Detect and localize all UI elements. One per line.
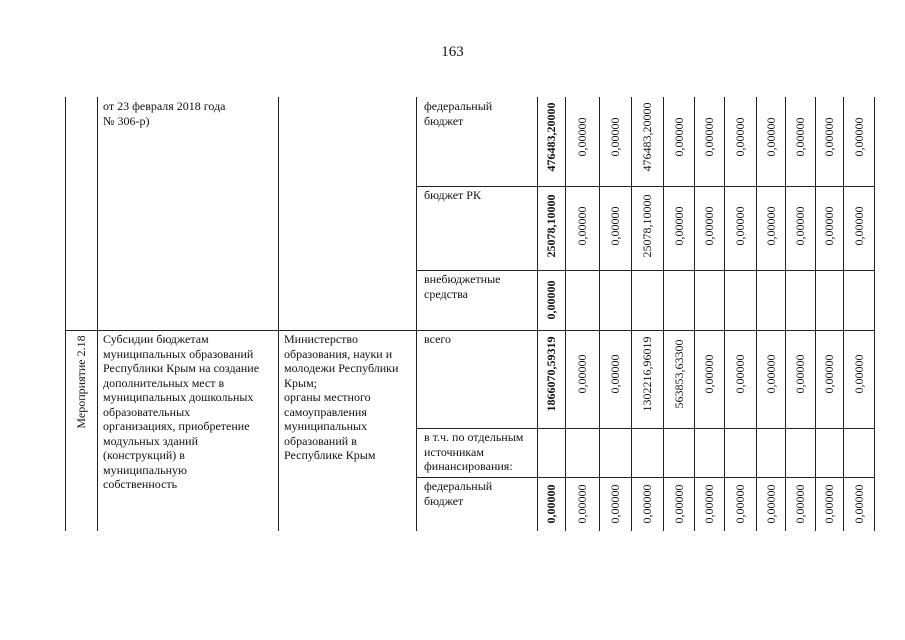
value-cell: 476483,20000 — [544, 102, 558, 172]
value-cell: 0,00000 — [851, 117, 866, 157]
funding-source-label: в т.ч. по отдельным источникам финансирования: — [424, 430, 524, 473]
table-vline — [874, 97, 875, 531]
funding-source-label: федеральный бюджет — [424, 479, 493, 508]
value-cell: 0,00000 — [763, 484, 778, 524]
value-cell: 0,00000 — [822, 354, 836, 394]
value-cell: 0,00000 — [851, 354, 866, 394]
value-cell: 0,00000 — [763, 117, 778, 157]
measure-number-label: Мероприятие 2.18 — [74, 335, 88, 429]
table-vline — [663, 97, 664, 531]
value-cell: 0,00000 — [575, 484, 589, 524]
table-vline — [756, 97, 757, 531]
funding-source-label: внебюджетные средства — [424, 272, 501, 301]
value-cell: 0,00000 — [544, 280, 558, 320]
value-cell: 0,00000 — [763, 206, 778, 246]
value-cell: 0,00000 — [702, 206, 716, 246]
table-vline — [416, 97, 417, 531]
value-cell: 0,00000 — [822, 206, 836, 246]
table-vline — [537, 97, 538, 531]
value-cell: 0,00000 — [793, 354, 807, 394]
measure-description: Субсидии бюджетам муниципальных образований Республики Крым на создание дополнительных мест в муниципальных дошкольных образовательных организациях, приобретение модульных зданий (конструкций) в муниципальную собственность — [103, 332, 260, 491]
value-cell: 0,00000 — [575, 117, 589, 157]
value-cell: 0,00000 — [575, 354, 589, 394]
table-vline — [843, 97, 844, 531]
value-cell: 476483,20000 — [640, 102, 654, 172]
value-cell: 0,00000 — [702, 354, 716, 394]
value-cell: 0,00000 — [733, 117, 747, 157]
table-hline — [65, 330, 874, 331]
value-cell: 0,00000 — [608, 484, 622, 524]
table-vline — [599, 97, 600, 531]
table-vline — [694, 97, 695, 531]
table-vline — [278, 97, 279, 531]
table-vline — [97, 97, 98, 531]
value-cell: 0,00000 — [733, 484, 747, 524]
value-cell: 0,00000 — [608, 354, 622, 394]
value-cell: 563853,63300 — [671, 339, 686, 409]
funding-source-label: бюджет РК — [424, 188, 481, 202]
funding-source-label: федеральный бюджет — [424, 99, 493, 128]
value-cell: 0,00000 — [733, 354, 747, 394]
table-vline — [631, 97, 632, 531]
value-cell: 0,00000 — [640, 484, 654, 524]
measure-description: от 23 февраля 2018 года № 306-р) — [103, 99, 226, 128]
value-cell: 25078,10000 — [640, 194, 654, 258]
value-cell: 0,00000 — [702, 484, 716, 524]
value-cell: 0,00000 — [793, 206, 807, 246]
value-cell: 0,00000 — [702, 117, 716, 157]
page-number: 163 — [441, 44, 464, 60]
value-cell: 1866070,59319 — [544, 336, 558, 412]
value-cell: 1302216,96019 — [640, 336, 654, 412]
value-cell: 0,00000 — [733, 206, 747, 246]
value-cell: 25078,10000 — [544, 194, 558, 258]
value-cell: 0,00000 — [544, 484, 558, 524]
value-cell: 0,00000 — [793, 117, 807, 157]
value-cell: 0,00000 — [793, 484, 807, 524]
table-vline — [565, 97, 566, 531]
value-cell: 0,00000 — [822, 117, 836, 157]
value-cell: 0,00000 — [851, 206, 866, 246]
measure-executor: Министерство образования, науки и молодежи Республики Крым; органы местного самоуправления муниципальных образований в Республике Крым — [284, 332, 399, 462]
value-cell: 0,00000 — [608, 117, 622, 157]
value-cell: 0,00000 — [763, 354, 778, 394]
value-cell: 0,00000 — [822, 484, 836, 524]
table-vline — [65, 97, 66, 531]
table-vline — [785, 97, 786, 531]
table-vline — [724, 97, 725, 531]
value-cell: 0,00000 — [671, 206, 686, 246]
table-vline — [815, 97, 816, 531]
value-cell: 0,00000 — [608, 206, 622, 246]
value-cell: 0,00000 — [671, 484, 686, 524]
value-cell: 0,00000 — [671, 117, 686, 157]
value-cell: 0,00000 — [575, 206, 589, 246]
value-cell: 0,00000 — [851, 484, 866, 524]
funding-source-label: всего — [424, 332, 452, 346]
